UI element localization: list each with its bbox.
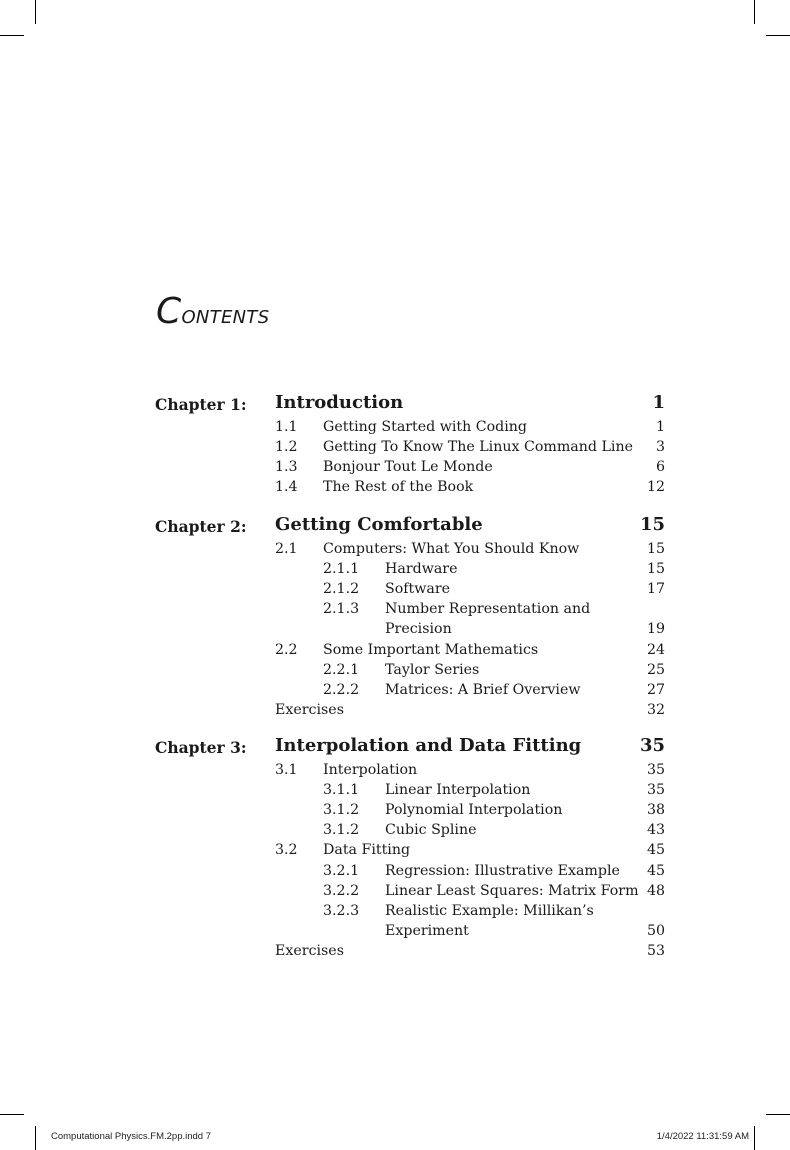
section-number: 1.3 xyxy=(275,459,298,476)
toc-entry[interactable] xyxy=(0,561,790,581)
section-title: Data Fitting xyxy=(323,842,411,859)
footer-file-name: Computational Physics.FM.2pp.indd 7 xyxy=(51,1131,211,1142)
chapter-heading[interactable] xyxy=(0,735,790,759)
page-number: 3 xyxy=(655,439,665,456)
subsection-number: 2.1.1 xyxy=(323,561,360,578)
page-number: 32 xyxy=(646,701,665,718)
subsection-title: Cubic Spline xyxy=(385,822,477,839)
chapter-page-number: 15 xyxy=(639,514,665,535)
toc-entry[interactable] xyxy=(0,863,790,883)
chapter-title: Getting Comfortable xyxy=(275,514,483,535)
subsection-title-continued: Experiment xyxy=(385,922,469,939)
chapter-heading[interactable] xyxy=(0,514,790,538)
subsection-title: Hardware xyxy=(385,561,458,578)
section-number: 3.1 xyxy=(275,762,298,778)
exercises-title: Exercises xyxy=(275,942,344,959)
chapter-title: Interpolation and Data Fitting xyxy=(275,735,582,756)
toc-entry[interactable] xyxy=(0,459,790,479)
chapter-label: Chapter 2: xyxy=(155,517,247,536)
page-number: 25 xyxy=(646,661,665,678)
footer-timestamp: 1/4/2022 11:31:59 AM xyxy=(656,1131,749,1142)
toc-entry[interactable] xyxy=(0,601,790,621)
subsection-number: 3.2.1 xyxy=(323,862,360,879)
toc-entry[interactable] xyxy=(0,842,790,862)
section-title: Getting To Know The Linux Command Line xyxy=(323,439,633,456)
chapter-title: Introduction xyxy=(275,392,404,413)
section-number: 3.2 xyxy=(275,842,298,859)
page-number: 48 xyxy=(646,882,665,899)
toc-entry[interactable] xyxy=(0,782,790,802)
exercises-title: Exercises xyxy=(275,701,344,718)
toc-entry[interactable] xyxy=(0,822,790,842)
page-number: 50 xyxy=(646,922,665,939)
toc-entry[interactable] xyxy=(0,943,790,963)
section-number: 2.1 xyxy=(275,541,298,557)
section-title: The Rest of the Book xyxy=(323,479,474,496)
page-number: 6 xyxy=(655,459,665,476)
chapter-label: Chapter 3: xyxy=(155,738,247,757)
section-number: 2.2 xyxy=(275,641,298,658)
toc-entry[interactable] xyxy=(0,621,790,641)
toc-entry[interactable] xyxy=(0,702,790,722)
section-title: Bonjour Tout Le Monde xyxy=(323,459,493,476)
page-number: 12 xyxy=(646,479,665,496)
subsection-title: Matrices: A Brief Overview xyxy=(385,681,581,698)
subsection-title: Linear Interpolation xyxy=(385,782,531,799)
toc-entry[interactable] xyxy=(0,682,790,702)
page-number: 38 xyxy=(646,802,665,819)
section-title: Interpolation xyxy=(323,762,418,778)
section-number: 1.2 xyxy=(275,439,298,456)
subsection-number: 2.2.2 xyxy=(323,681,360,698)
subsection-number: 3.1.1 xyxy=(323,782,360,799)
subsection-number: 3.1.2 xyxy=(323,802,360,819)
page-number: 35 xyxy=(646,762,665,778)
page-number: 17 xyxy=(646,581,665,598)
toc-entry[interactable] xyxy=(0,419,790,439)
page-number: 15 xyxy=(646,541,665,557)
page-number: 35 xyxy=(646,782,665,799)
subsection-number: 3.1.2 xyxy=(323,822,360,839)
section-title: Computers: What You Should Know xyxy=(323,541,580,557)
chapter-label: Chapter 1: xyxy=(155,395,247,414)
subsection-number: 2.2.1 xyxy=(323,661,360,678)
chapter-heading[interactable] xyxy=(0,392,790,416)
page-number: 19 xyxy=(646,621,665,638)
subsection-title: Regression: Illustrative Example xyxy=(385,862,620,879)
subsection-number: 2.1.3 xyxy=(323,601,360,618)
page-number: 43 xyxy=(646,822,665,839)
page-number: 24 xyxy=(646,641,665,658)
subsection-title: Polynomial Interpolation xyxy=(385,802,563,819)
toc-entry[interactable] xyxy=(0,581,790,601)
chapter-page-number: 35 xyxy=(639,735,665,756)
subsection-title: Linear Least Squares: Matrix Form xyxy=(385,882,639,899)
toc-entry[interactable] xyxy=(0,802,790,822)
page-number: 53 xyxy=(646,942,665,959)
subsection-title: Software xyxy=(385,581,450,598)
subsection-number: 3.2.2 xyxy=(323,882,360,899)
toc-entry[interactable] xyxy=(0,642,790,662)
subsection-title: Number Representation and xyxy=(385,601,591,618)
page-number: 27 xyxy=(646,681,665,698)
toc-entry[interactable] xyxy=(0,923,790,943)
toc-entry[interactable] xyxy=(0,762,790,782)
toc-entry[interactable] xyxy=(0,439,790,459)
toc-entry[interactable] xyxy=(0,479,790,499)
section-title: Some Important Mathematics xyxy=(323,641,539,658)
page-number: 45 xyxy=(646,842,665,859)
subsection-number: 2.1.2 xyxy=(323,581,360,598)
toc-entry[interactable] xyxy=(0,903,790,923)
toc-entry[interactable] xyxy=(0,541,790,561)
title-rest: ontents xyxy=(181,300,270,329)
section-title: Getting Started with Coding xyxy=(323,419,528,435)
subsection-title-continued: Precision xyxy=(385,621,452,638)
subsection-title: Realistic Example: Millikan’s xyxy=(385,902,594,919)
chapter-page-number: 1 xyxy=(652,392,665,413)
page-number: 15 xyxy=(646,561,665,578)
section-number: 1.4 xyxy=(275,479,298,496)
toc-entry[interactable] xyxy=(0,662,790,682)
toc-entry[interactable] xyxy=(0,883,790,903)
title-initial: C xyxy=(156,291,182,332)
page-number: 45 xyxy=(646,862,665,879)
section-number: 1.1 xyxy=(275,419,298,435)
subsection-title: Taylor Series xyxy=(385,661,480,678)
subsection-number: 3.2.3 xyxy=(323,902,360,919)
page-number: 1 xyxy=(655,419,665,435)
